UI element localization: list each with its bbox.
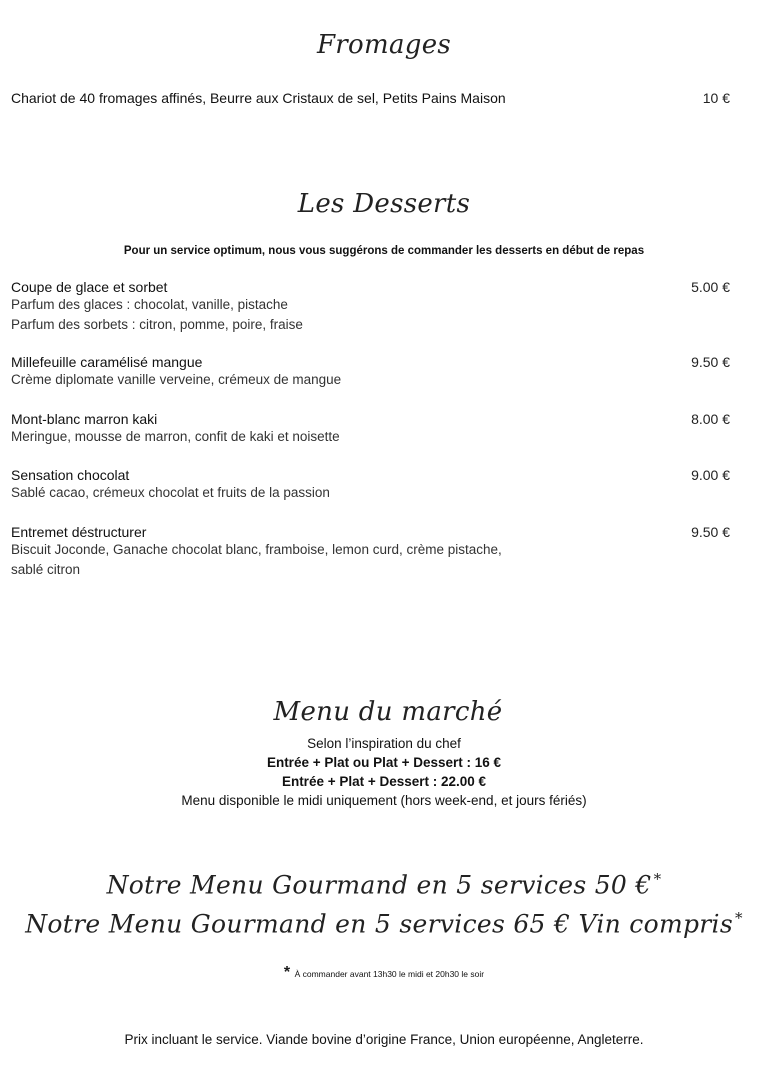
gourmand-note-text: À commander avant 13h30 le midi et 20h30 le soir <box>294 969 485 979</box>
fromages-item-name: Chariot de 40 fromages affinés, Beurre aux Cristaux de sel, Petits Pains Maison <box>11 90 506 106</box>
dessert-desc: Parfum des sorbets : citron, pomme, poire, fraise <box>11 317 303 332</box>
dessert-name: Millefeuille caramélisé mangue <box>11 354 203 370</box>
gourmand-line-2 <box>0 909 768 938</box>
asterisk: * <box>283 964 291 981</box>
dessert-price: 5.00 € <box>691 279 730 295</box>
gourmand-line-1-text: Notre Menu Gourmand en 5 services 50 € <box>106 870 652 900</box>
asterisk: * <box>653 870 662 888</box>
menu-marche-line: Entrée + Plat + Dessert : 22.00 € <box>281 774 487 789</box>
dessert-price: 9.50 € <box>691 524 730 540</box>
fromages-item <box>11 90 730 106</box>
dessert-desc: Biscuit Joconde, Ganache chocolat blanc, framboise, lemon curd, crème pistache, <box>11 542 502 557</box>
menu-marche-line: Menu disponible le midi uniquement (hors week-end, et jours fériés) <box>181 793 587 808</box>
dessert-desc: Crème diplomate vanille verveine, crémeux de mangue <box>11 372 342 387</box>
dessert-item <box>11 279 730 335</box>
dessert-item <box>11 524 730 580</box>
dessert-desc: Sablé cacao, crémeux chocolat et fruits de la passion <box>11 485 330 500</box>
fromages-item-price: 10 € <box>702 90 730 106</box>
menu-marche-line: Selon l’inspiration du chef <box>307 736 461 751</box>
dessert-price: 9.00 € <box>691 467 730 483</box>
dessert-desc: Meringue, mousse de marron, confit de kaki et noisette <box>11 429 340 444</box>
dessert-price: 8.00 € <box>691 411 730 427</box>
gourmand-line-1 <box>0 870 768 899</box>
gourmand-line-2-text: Notre Menu Gourmand en 5 services 65 € Vin compris <box>25 909 733 939</box>
dessert-name: Sensation chocolat <box>11 467 130 483</box>
dessert-price: 9.50 € <box>691 354 730 370</box>
desserts-title: Les Desserts <box>297 189 471 219</box>
dessert-desc: Parfum des glaces : chocolat, vanille, pistache <box>11 297 288 312</box>
gourmand-note <box>0 964 768 982</box>
footer-note: Prix incluant le service. Viande bovine d’origine France, Union européenne, Angleterre. <box>124 1032 644 1047</box>
fromages-title: Fromages <box>316 30 452 60</box>
dessert-item <box>11 354 730 390</box>
dessert-item <box>11 467 730 503</box>
asterisk: * <box>734 909 743 927</box>
dessert-desc: sablé citron <box>11 562 81 577</box>
dessert-name: Mont-blanc marron kaki <box>11 411 158 427</box>
dessert-name: Coupe de glace et sorbet <box>11 279 168 295</box>
menu-marche-title: Menu du marché <box>273 697 503 727</box>
dessert-name: Entremet déstructurer <box>11 524 147 540</box>
desserts-note: Pour un service optimum, nous vous suggérons de commander les desserts en début de repas <box>123 245 645 257</box>
dessert-item <box>11 411 730 447</box>
menu-marche-details <box>0 734 768 810</box>
menu-marche-line: Entrée + Plat ou Plat + Dessert : 16 € <box>266 755 502 770</box>
